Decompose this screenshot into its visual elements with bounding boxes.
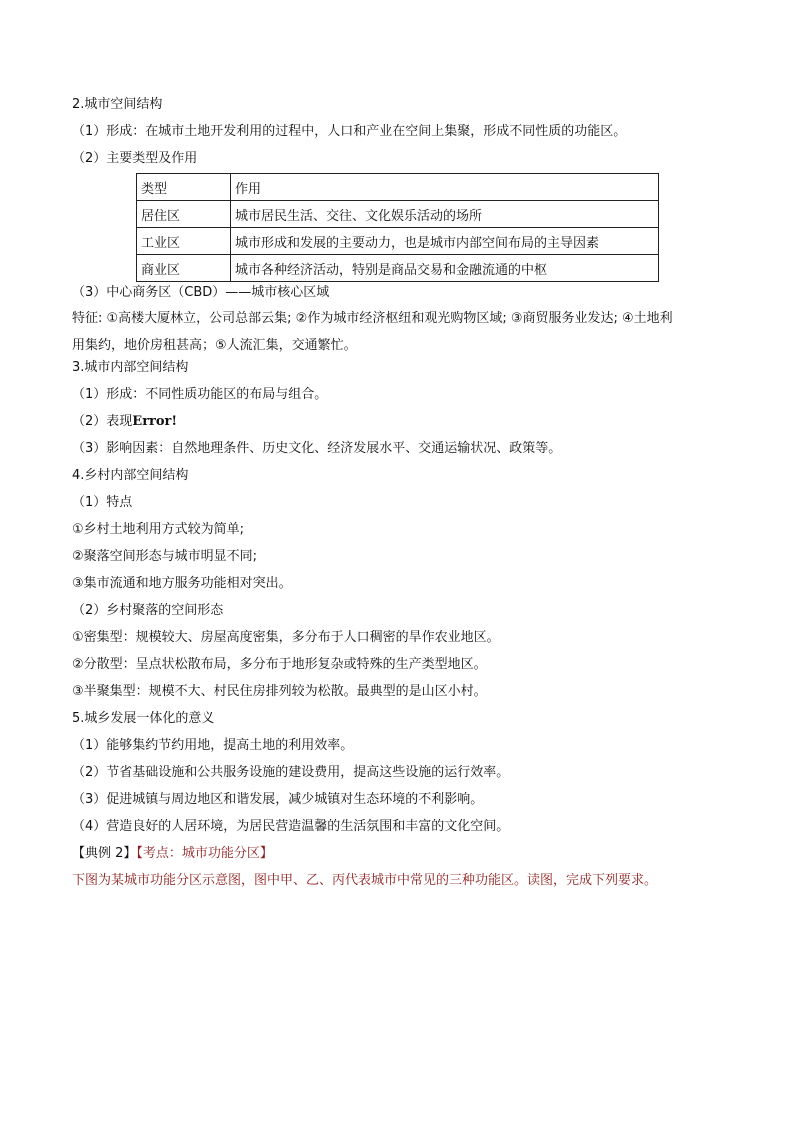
table-cell-role: 城市居民生活、交往、文化娱乐活动的场所 — [231, 201, 659, 228]
section-4-title: 4.乡村内部空间结构 — [72, 468, 189, 483]
error-text: Error! — [132, 414, 178, 429]
section-3-formation: （1）形成：不同性质功能区的布局与组合。 — [72, 387, 328, 402]
table-cell-type: 商业区 — [137, 255, 231, 282]
list-item: ③半聚集型：规模不大、村民住房排列较为松散。最典型的是山区小村。 — [72, 684, 487, 699]
function-zone-table — [136, 173, 659, 282]
table-row — [137, 255, 659, 282]
list-item: （2）节省基础设施和公共服务设施的建设费用，提高这些设施的运行效率。 — [72, 765, 510, 780]
table-header-type: 类型 — [137, 174, 231, 201]
table-header-role: 作用 — [231, 174, 659, 201]
section-2-title: 2.城市空间结构 — [72, 97, 163, 112]
table-cell-role: 城市形成和发展的主要动力，也是城市内部空间布局的主导因素 — [231, 228, 659, 255]
table-row — [137, 228, 659, 255]
example-tag: 【考点：城市功能分区】 — [136, 846, 273, 861]
example-heading — [72, 845, 732, 863]
list-item: ②聚落空间形态与城市明显不同; — [72, 549, 258, 564]
cbd-features-line-1: 特征: ①高楼大厦林立，公司总部云集; ②作为城市经济枢纽和观光购物区域; ③商贸服务业发达; ④土地利 — [72, 311, 673, 326]
section-3-expression-label: （2）表现 — [72, 414, 133, 429]
list-item: ③集市流通和地方服务功能相对突出。 — [72, 576, 292, 591]
list-item: （4）营造良好的人居环境，为居民营造温馨的生活氛围和丰富的文化空间。 — [72, 819, 510, 834]
table-cell-type: 居住区 — [137, 201, 231, 228]
section-3-title: 3.城市内部空间结构 — [72, 360, 189, 375]
section-5-title: 5.城乡发展一体化的意义 — [72, 711, 215, 726]
list-item: （1）能够集约节约用地，提高土地的利用效率。 — [72, 738, 354, 753]
cbd-heading: （3）中心商务区（CBD）——城市核心区域 — [72, 285, 330, 300]
section-2-types-heading: （2）主要类型及作用 — [72, 151, 198, 166]
example-label: 【典例 2】 — [72, 846, 137, 861]
list-item: ②分散型：呈点状松散布局，多分布于地形复杂或特殊的生产类型地区。 — [72, 657, 487, 672]
list-item: ①乡村土地利用方式较为简单; — [72, 522, 245, 537]
cbd-features — [72, 305, 732, 359]
document-page — [72, 96, 732, 899]
section-3-expression — [72, 413, 732, 431]
list-item: ①密集型：规模较大、房屋高度密集，多分布于人口稠密的旱作农业地区。 — [72, 630, 500, 645]
section-4-forms-heading: （2）乡村聚落的空间形态 — [72, 603, 224, 618]
table-cell-type: 工业区 — [137, 228, 231, 255]
section-4-features-heading: （1）特点 — [72, 495, 133, 510]
example-text: 下图为某城市功能分区示意图，图中甲、乙、丙代表城市中常见的三种功能区。读图，完成下列要求。 — [72, 873, 658, 888]
table-header-row — [137, 174, 659, 201]
section-2-formation: （1）形成：在城市土地开发利用的过程中，人口和产业在空间上集聚，形成不同性质的功能区。 — [72, 124, 627, 139]
cbd-features-line-2: 用集约，地价房租甚高；⑤人流汇集，交通繁忙。 — [72, 338, 357, 353]
list-item: （3）促进城镇与周边地区和谐发展，减少城镇对生态环境的不利影响。 — [72, 792, 484, 807]
table-cell-role: 城市各种经济活动，特别是商品交易和金融流通的中枢 — [231, 255, 659, 282]
section-3-factors: （3）影响因素：自然地理条件、历史文化、经济发展水平、交通运输状况、政策等。 — [72, 441, 562, 456]
table-row — [137, 201, 659, 228]
